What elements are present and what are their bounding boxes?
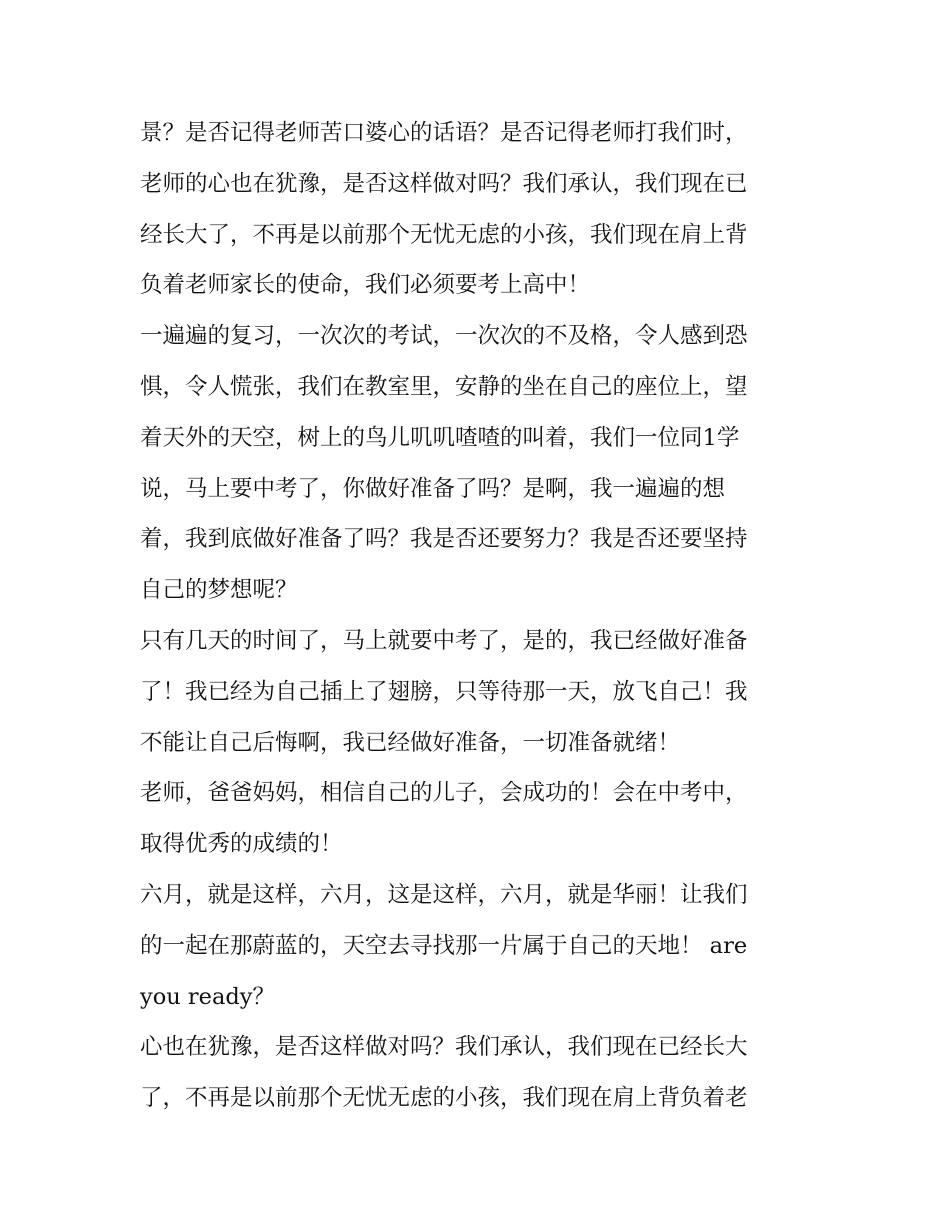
text-line: 老师，爸爸妈妈，相信自己的儿子，会成功的！会在中考中， [140, 780, 748, 807]
text-line: 不能让自己后悔啊，我已经做好准备，一切准备就绪！ [140, 729, 681, 756]
text-line: 经长大了，不再是以前那个无忧无虑的小孩，我们现在肩上背 [140, 221, 748, 248]
text-line: 惧，令人慌张，我们在教室里，安静的坐在自己的座位上，望 [140, 373, 748, 400]
text-line: 自己的梦想呢？ [140, 577, 298, 604]
text-line: 取得优秀的成绩的！ [140, 831, 343, 858]
text-line: 着天外的天空，树上的鸟儿叽叽喳喳的叫着，我们一位同1学 [140, 424, 740, 451]
document-body [140, 108, 820, 1124]
text-line: 只有几天的时间了，马上就要中考了，是的，我已经做好准备 [140, 627, 748, 654]
text-line: 老师的心也在犹豫，是否这样做对吗？我们承认，我们现在已 [140, 170, 748, 197]
text-line: 着，我到底做好准备了吗？我是否还要努力？我是否还要坚持 [140, 526, 748, 553]
text-line: 了！我已经为自己插上了翅膀，只等待那一天，放飞自己！我 [140, 678, 748, 705]
text-line: 六月，就是这样，六月，这是这样，六月，就是华丽！让我们 [140, 881, 748, 908]
text-line: 了，不再是以前那个无忧无虑的小孩，我们现在肩上背负着老 [140, 1085, 748, 1112]
text-line: you ready？ [140, 983, 276, 1010]
text-line: 心也在犹豫，是否这样做对吗？我们承认，我们现在已经长大 [140, 1034, 748, 1061]
text-line: 说，马上要中考了，你做好准备了吗？是啊，我一遍遍的想 [140, 475, 726, 502]
text-line: 景？是否记得老师苦口婆心的话语？是否记得老师打我们时， [140, 120, 748, 146]
text-line: 负着老师家长的使命，我们必须要考上高中！ [140, 272, 591, 299]
text-line: 的一起在那蔚蓝的，天空去寻找那一片属于自己的天地！ are [140, 932, 748, 959]
text-line: 一遍遍的复习，一次次的考试，一次次的不及格，令人感到恐 [140, 323, 748, 350]
